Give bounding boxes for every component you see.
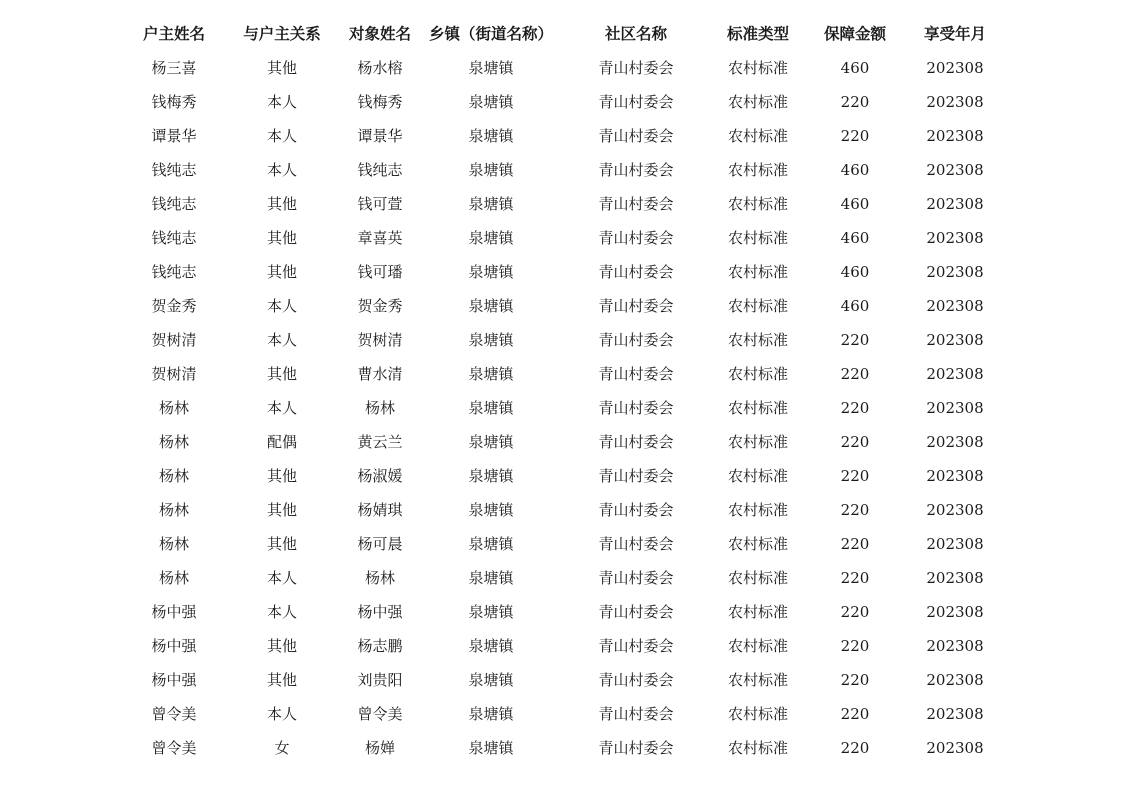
cell-standard-type: 农村标准 (727, 569, 789, 587)
cell-recipient-name: 曹水清 (357, 365, 403, 383)
cell-recipient-name: 钱梅秀 (357, 93, 403, 111)
cell-month: 202308 (926, 467, 984, 485)
cell-household-head: 钱纯志 (151, 229, 197, 247)
cell-amount: 460 (840, 59, 870, 77)
cell-month: 202308 (926, 229, 984, 247)
header-community: 社区名称 (604, 25, 668, 43)
cell-month: 202308 (926, 195, 984, 213)
cell-month: 202308 (926, 263, 984, 281)
table-row (120, 425, 1010, 459)
cell-recipient-name: 杨林 (364, 569, 396, 587)
cell-amount: 220 (840, 705, 870, 723)
cell-relationship: 本人 (266, 127, 298, 145)
cell-standard-type: 农村标准 (727, 263, 789, 281)
cell-relationship: 本人 (266, 161, 298, 179)
cell-recipient-name: 杨中强 (357, 603, 403, 621)
cell-month: 202308 (926, 671, 984, 689)
cell-township: 泉塘镇 (468, 93, 514, 111)
cell-relationship: 其他 (266, 671, 298, 689)
header-recipient-name: 对象姓名 (348, 25, 412, 43)
cell-standard-type: 农村标准 (727, 331, 789, 349)
table-row (120, 731, 1010, 765)
cell-township: 泉塘镇 (468, 331, 514, 349)
cell-household-head: 杨林 (158, 501, 190, 519)
cell-amount: 460 (840, 263, 870, 281)
table-row (120, 221, 1010, 255)
cell-community: 青山村委会 (598, 603, 674, 621)
cell-community: 青山村委会 (598, 161, 674, 179)
cell-relationship: 本人 (266, 705, 298, 723)
cell-amount: 220 (840, 365, 870, 383)
cell-relationship: 本人 (266, 331, 298, 349)
table-row (120, 391, 1010, 425)
cell-community: 青山村委会 (598, 59, 674, 77)
cell-standard-type: 农村标准 (727, 161, 789, 179)
cell-standard-type: 农村标准 (727, 229, 789, 247)
table-row (120, 595, 1010, 629)
cell-standard-type: 农村标准 (727, 535, 789, 553)
cell-household-head: 杨中强 (151, 637, 197, 655)
cell-recipient-name: 曾令美 (357, 705, 403, 723)
cell-community: 青山村委会 (598, 195, 674, 213)
cell-recipient-name: 杨淑媛 (357, 467, 403, 485)
cell-relationship: 其他 (266, 535, 298, 553)
header-relationship: 与户主关系 (243, 25, 321, 43)
cell-month: 202308 (926, 603, 984, 621)
cell-recipient-name: 钱可萱 (357, 195, 403, 213)
cell-amount: 460 (840, 297, 870, 315)
cell-household-head: 贺树清 (151, 331, 197, 349)
cell-township: 泉塘镇 (468, 229, 514, 247)
table-row (120, 561, 1010, 595)
cell-township: 泉塘镇 (468, 739, 514, 757)
cell-month: 202308 (926, 637, 984, 655)
cell-standard-type: 农村标准 (727, 739, 789, 757)
cell-household-head: 杨林 (158, 399, 190, 417)
cell-recipient-name: 钱可璠 (357, 263, 403, 281)
cell-month: 202308 (926, 569, 984, 587)
cell-community: 青山村委会 (598, 229, 674, 247)
cell-amount: 220 (840, 603, 870, 621)
cell-month: 202308 (926, 705, 984, 723)
table-row (120, 119, 1010, 153)
cell-community: 青山村委会 (598, 93, 674, 111)
cell-relationship: 本人 (266, 569, 298, 587)
cell-township: 泉塘镇 (468, 501, 514, 519)
cell-community: 青山村委会 (598, 127, 674, 145)
cell-relationship: 女 (274, 739, 290, 757)
cell-household-head: 杨林 (158, 467, 190, 485)
cell-household-head: 杨林 (158, 433, 190, 451)
cell-standard-type: 农村标准 (727, 433, 789, 451)
cell-month: 202308 (926, 59, 984, 77)
table-row (120, 493, 1010, 527)
table-row (120, 697, 1010, 731)
cell-amount: 220 (840, 399, 870, 417)
cell-amount: 220 (840, 127, 870, 145)
cell-amount: 220 (840, 739, 870, 757)
cell-month: 202308 (926, 535, 984, 553)
cell-recipient-name: 杨婧琪 (357, 501, 403, 519)
cell-amount: 460 (840, 229, 870, 247)
cell-township: 泉塘镇 (468, 637, 514, 655)
cell-amount: 220 (840, 433, 870, 451)
cell-month: 202308 (926, 739, 984, 757)
cell-month: 202308 (926, 93, 984, 111)
cell-relationship: 本人 (266, 297, 298, 315)
cell-standard-type: 农村标准 (727, 671, 789, 689)
cell-household-head: 贺树清 (151, 365, 197, 383)
cell-township: 泉塘镇 (468, 297, 514, 315)
cell-recipient-name: 杨林 (364, 399, 396, 417)
cell-township: 泉塘镇 (468, 127, 514, 145)
cell-community: 青山村委会 (598, 297, 674, 315)
header-amount: 保障金额 (823, 25, 887, 43)
cell-household-head: 杨林 (158, 535, 190, 553)
cell-household-head: 钱纯志 (151, 161, 197, 179)
cell-recipient-name: 贺金秀 (357, 297, 403, 315)
cell-community: 青山村委会 (598, 467, 674, 485)
table-row (120, 289, 1010, 323)
cell-recipient-name: 黄云兰 (357, 433, 403, 451)
table-row (120, 663, 1010, 697)
cell-amount: 220 (840, 671, 870, 689)
cell-amount: 220 (840, 501, 870, 519)
cell-household-head: 钱纯志 (151, 263, 197, 281)
cell-recipient-name: 章喜英 (357, 229, 403, 247)
cell-township: 泉塘镇 (468, 433, 514, 451)
cell-amount: 220 (840, 93, 870, 111)
cell-household-head: 杨中强 (151, 671, 197, 689)
cell-recipient-name: 杨可晨 (357, 535, 403, 553)
cell-community: 青山村委会 (598, 331, 674, 349)
cell-household-head: 钱梅秀 (151, 93, 197, 111)
cell-recipient-name: 杨婵 (364, 739, 396, 757)
cell-recipient-name: 刘贵阳 (357, 671, 403, 689)
cell-relationship: 其他 (266, 637, 298, 655)
cell-amount: 220 (840, 467, 870, 485)
cell-household-head: 钱纯志 (151, 195, 197, 213)
cell-relationship: 其他 (266, 195, 298, 213)
table-row (120, 357, 1010, 391)
cell-community: 青山村委会 (598, 705, 674, 723)
cell-standard-type: 农村标准 (727, 705, 789, 723)
cell-relationship: 本人 (266, 399, 298, 417)
table-row (120, 527, 1010, 561)
cell-recipient-name: 钱纯志 (357, 161, 403, 179)
cell-township: 泉塘镇 (468, 671, 514, 689)
cell-standard-type: 农村标准 (727, 93, 789, 111)
cell-community: 青山村委会 (598, 433, 674, 451)
cell-relationship: 本人 (266, 93, 298, 111)
cell-month: 202308 (926, 127, 984, 145)
cell-township: 泉塘镇 (468, 705, 514, 723)
cell-amount: 460 (840, 161, 870, 179)
cell-standard-type: 农村标准 (727, 603, 789, 621)
cell-standard-type: 农村标准 (727, 467, 789, 485)
cell-community: 青山村委会 (598, 739, 674, 757)
cell-relationship: 本人 (266, 603, 298, 621)
cell-community: 青山村委会 (598, 535, 674, 553)
cell-community: 青山村委会 (598, 671, 674, 689)
table-body (120, 51, 1010, 765)
table-row (120, 629, 1010, 663)
cell-township: 泉塘镇 (468, 263, 514, 281)
cell-household-head: 曾令美 (151, 705, 197, 723)
cell-month: 202308 (926, 365, 984, 383)
table-row (120, 323, 1010, 357)
cell-month: 202308 (926, 399, 984, 417)
cell-relationship: 其他 (266, 467, 298, 485)
cell-month: 202308 (926, 501, 984, 519)
cell-household-head: 杨中强 (151, 603, 197, 621)
cell-household-head: 杨三喜 (151, 59, 197, 77)
table-row (120, 153, 1010, 187)
cell-relationship: 其他 (266, 501, 298, 519)
data-table (120, 17, 1010, 765)
cell-standard-type: 农村标准 (727, 195, 789, 213)
cell-month: 202308 (926, 161, 984, 179)
table-row (120, 51, 1010, 85)
cell-township: 泉塘镇 (468, 467, 514, 485)
cell-community: 青山村委会 (598, 501, 674, 519)
cell-amount: 460 (840, 195, 870, 213)
cell-township: 泉塘镇 (468, 161, 514, 179)
cell-standard-type: 农村标准 (727, 297, 789, 315)
cell-standard-type: 农村标准 (727, 501, 789, 519)
cell-community: 青山村委会 (598, 399, 674, 417)
cell-township: 泉塘镇 (468, 195, 514, 213)
cell-recipient-name: 杨水榕 (357, 59, 403, 77)
cell-relationship: 其他 (266, 263, 298, 281)
cell-household-head: 贺金秀 (151, 297, 197, 315)
cell-amount: 220 (840, 569, 870, 587)
cell-household-head: 曾令美 (151, 739, 197, 757)
cell-township: 泉塘镇 (468, 603, 514, 621)
table-row (120, 85, 1010, 119)
cell-community: 青山村委会 (598, 569, 674, 587)
cell-recipient-name: 谭景华 (357, 127, 403, 145)
cell-standard-type: 农村标准 (727, 59, 789, 77)
table-row (120, 255, 1010, 289)
cell-recipient-name: 贺树清 (357, 331, 403, 349)
cell-relationship: 配偶 (266, 433, 298, 451)
cell-amount: 220 (840, 331, 870, 349)
table-row (120, 187, 1010, 221)
cell-township: 泉塘镇 (468, 399, 514, 417)
cell-household-head: 杨林 (158, 569, 190, 587)
cell-township: 泉塘镇 (468, 535, 514, 553)
cell-standard-type: 农村标准 (727, 637, 789, 655)
cell-community: 青山村委会 (598, 637, 674, 655)
cell-amount: 220 (840, 637, 870, 655)
cell-community: 青山村委会 (598, 263, 674, 281)
cell-community: 青山村委会 (598, 365, 674, 383)
cell-relationship: 其他 (266, 229, 298, 247)
cell-month: 202308 (926, 331, 984, 349)
cell-township: 泉塘镇 (468, 569, 514, 587)
header-township: 乡镇（街道名称） (428, 25, 554, 43)
cell-household-head: 谭景华 (151, 127, 197, 145)
header-month: 享受年月 (923, 25, 987, 43)
cell-standard-type: 农村标准 (727, 127, 789, 145)
cell-month: 202308 (926, 433, 984, 451)
header-standard-type: 标准类型 (726, 25, 790, 43)
cell-month: 202308 (926, 297, 984, 315)
cell-amount: 220 (840, 535, 870, 553)
cell-relationship: 其他 (266, 59, 298, 77)
cell-township: 泉塘镇 (468, 59, 514, 77)
cell-township: 泉塘镇 (468, 365, 514, 383)
cell-relationship: 其他 (266, 365, 298, 383)
cell-standard-type: 农村标准 (727, 365, 789, 383)
table-header-row (120, 17, 1010, 51)
table-row (120, 459, 1010, 493)
cell-recipient-name: 杨志鹏 (357, 637, 403, 655)
cell-standard-type: 农村标准 (727, 399, 789, 417)
header-household-head: 户主姓名 (142, 25, 206, 43)
